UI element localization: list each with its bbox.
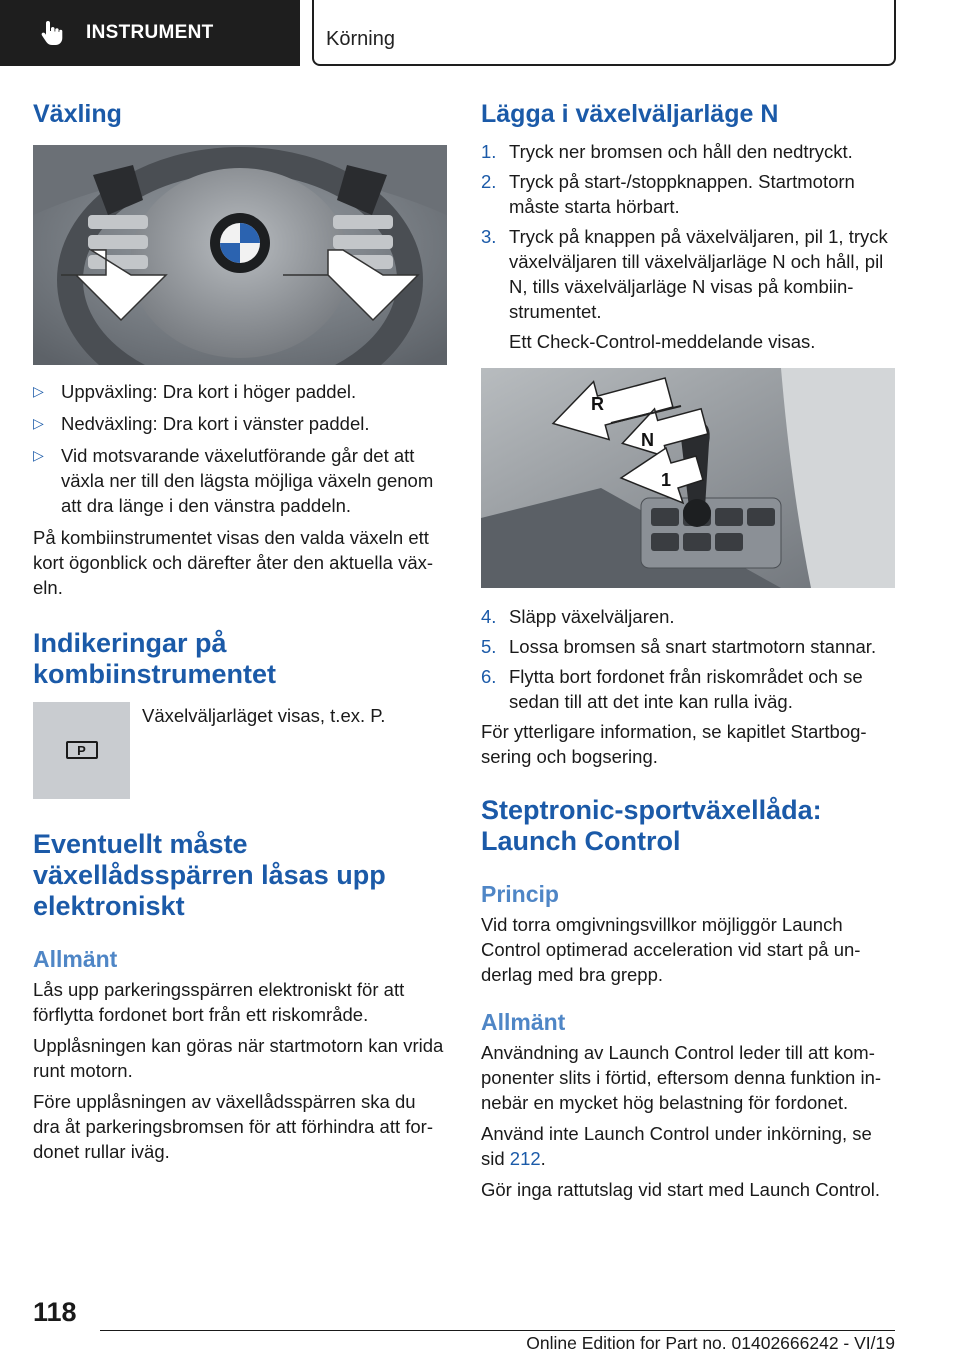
arrow-1-label: 1 <box>661 469 672 490</box>
list-item: 1. Tryck ner bromsen och håll den nedtryckt. <box>481 140 853 162</box>
chapter-title: INSTRUMENT <box>86 22 214 43</box>
launch-control-heading: Steptronic-sportväxellåda: Launch Control <box>481 794 822 856</box>
more-info-paragraph: För ytterligare information, se kapitlet Startbogsering och bogsering. <box>481 720 867 767</box>
general-paragraph: Lås upp parkeringsspärren elektroniskt för att förflytta fordonet bort från ett riskområde. <box>33 978 405 1025</box>
page-header <box>0 0 960 66</box>
right-column <box>481 100 895 1208</box>
section-title: Körning <box>312 0 896 66</box>
general-heading: Allmänt <box>33 945 118 972</box>
shift-heading: Växling <box>33 100 122 128</box>
shift-paragraph: På kombiinstrumentet visas den valda växeln ett kort ögonblick och därefter åter den aktuella växeln. <box>33 526 434 598</box>
neutral-heading: Lägga i växelväljarläge N <box>481 100 779 128</box>
step3-note: Ett Check-Control-meddelande visas. <box>509 330 816 352</box>
page-link-212[interactable]: 212 <box>509 1147 541 1169</box>
general-paragraph-right: Användning av Launch Control leder till att komponenter slits i förtid, eftersom denna funktion innebär en mycket hög belastning för fordonet. <box>481 1041 882 1113</box>
list-item: ▷ Vid motsvarande växelutförande går det att växla ner till den lägsta möjliga växeln genom att dra länge i den vänstra paddeln. <box>33 444 434 516</box>
principle-heading: Princip <box>481 880 559 907</box>
indicator-text: Växelväljarläget visas, t.ex. P. <box>142 704 386 726</box>
steps-list-b <box>481 604 895 714</box>
shift-bullets <box>33 379 447 518</box>
general-paragraph-right: Använd inte Launch Control under inkörning, se sid 212. <box>481 1122 872 1169</box>
unlock-heading: Eventuellt måste växellådsspärren låsas upp elektroniskt <box>33 828 386 921</box>
steering-wheel-figure <box>33 145 447 365</box>
triangle-right-icon: ▷ <box>33 446 44 463</box>
list-item: 3. Tryck på knappen på växelväljaren, pil 1, tryck växelväljaren till växelväljarläge N och håll, pil N, tills växelväljarläge N visas på kombiinstrumentet. <box>481 225 888 322</box>
indicator-block <box>33 702 447 799</box>
left-column <box>33 100 447 1170</box>
page-number: 118 <box>33 1297 77 1327</box>
list-item: ▷ Nedväxling: Dra kort i vänster paddel. <box>33 412 370 434</box>
list-item: 5. Lossa bromsen så snart startmotorn stannar. <box>481 635 877 657</box>
arrow-n-label: N <box>641 429 654 450</box>
edition-text: Online Edition for Part no. 01402666242 - VI/19 <box>526 1333 895 1353</box>
general-heading-right: Allmänt <box>481 1008 566 1035</box>
general-paragraph-right: Gör inga rattutslag vid start med Launch Control. <box>481 1178 880 1200</box>
list-item: 2. Tryck på start-/stoppknappen. Startmotorn måste starta hörbart. <box>481 170 855 217</box>
arrow-r-label: R <box>591 393 604 414</box>
hand-pointer-icon <box>40 19 64 47</box>
gear-indicator-image <box>33 702 130 799</box>
list-item: ▷ Uppväxling: Dra kort i höger paddel. <box>33 380 357 402</box>
gear-selector-figure <box>481 368 895 588</box>
chapter-tab <box>0 0 300 66</box>
general-paragraph: Upplåsningen kan göras när startmotorn kan vrida runt motorn. <box>33 1034 444 1081</box>
triangle-right-icon: ▷ <box>33 382 44 399</box>
gear-p-symbol: P <box>66 741 98 759</box>
principle-paragraph: Vid torra omgivningsvillkor möjliggör Launch Control optimerad acceleration vid start på underlag med bra grepp. <box>481 913 861 985</box>
indicator-heading: Indikeringar på kombiinstrumentet <box>33 627 277 689</box>
list-item: 4. Släpp växelväljaren. <box>481 605 675 627</box>
steps-list-a <box>481 139 895 324</box>
general-paragraph: Före upplåsningen av växellådsspärren ska du dra åt parkeringsbromsen för att förhindra att fordonet rullar iväg. <box>33 1090 434 1162</box>
footer-divider <box>100 1330 895 1331</box>
list-item: 6. Flytta bort fordonet från riskområdet och se sedan till att det inte kan rulla iväg. <box>481 665 863 712</box>
triangle-right-icon: ▷ <box>33 414 44 431</box>
